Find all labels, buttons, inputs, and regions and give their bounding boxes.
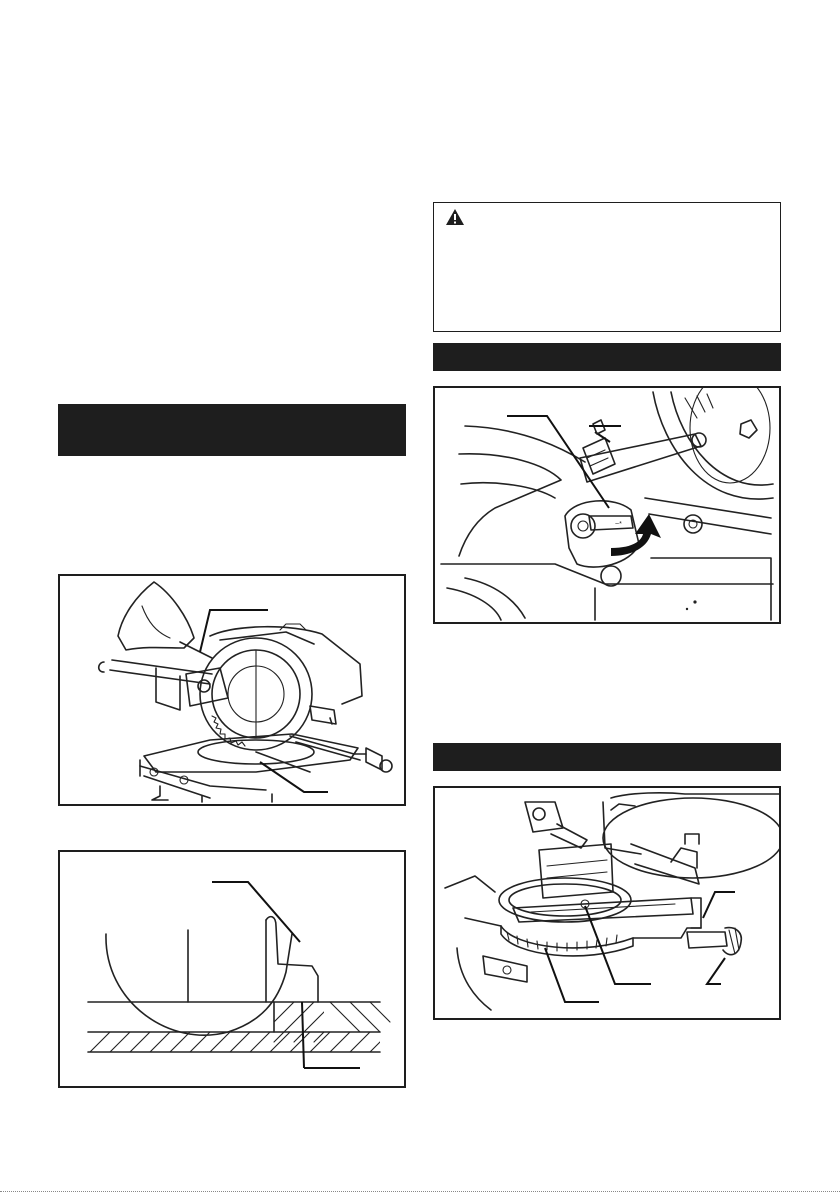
fig-saw-overview: [58, 574, 406, 806]
blade-section-diagram: [60, 852, 404, 1086]
section-heading-bar-1: [433, 343, 781, 371]
fig-blade-section: [58, 850, 406, 1088]
turn-base-illustration: [435, 788, 779, 1018]
section-heading-bar-2: [433, 743, 781, 771]
section-heading-bar-left: [58, 404, 406, 456]
warning-triangle-icon: [445, 208, 465, 226]
fig-turn-base: [433, 786, 781, 1020]
warning-box: [433, 202, 781, 332]
fig-lock-lever: [433, 386, 781, 624]
saw-overview-illustration: [60, 576, 404, 804]
svg-text:~*: ~*: [615, 521, 622, 528]
lock-lever-illustration: [435, 388, 779, 622]
